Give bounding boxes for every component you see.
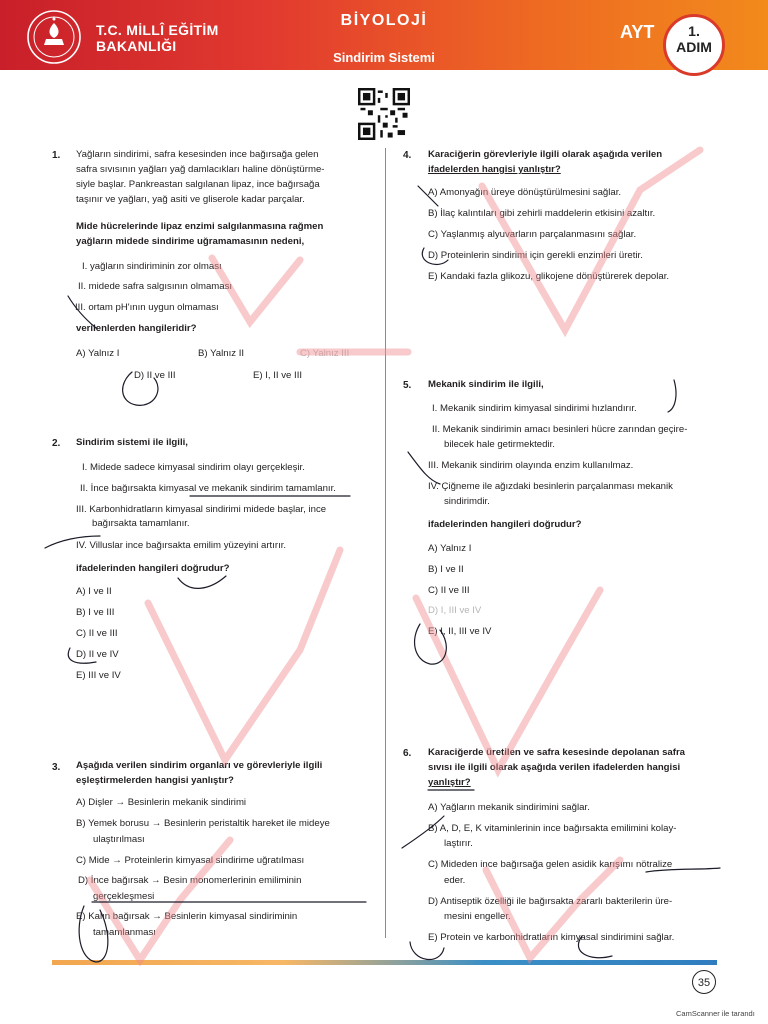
stem-line: eşleştirmelerden hangisi yanlıştır? bbox=[76, 775, 234, 786]
statement-1: I. Mekanik sindirim kimyasal sindirimi hızlandırır. bbox=[432, 403, 637, 414]
intro-line: siyle başlar. Pankreastan salgılanan lipaz, ince bağırsağa bbox=[76, 179, 320, 190]
option-d[interactable]: D) Antiseptik özelliği ile bağırsakta zararlı bakterilerin üre- bbox=[428, 896, 673, 907]
option-a[interactable]: A) Amonyağın üreye dönüştürülmesini sağlar. bbox=[428, 187, 622, 198]
topic-title: Sindirim Sistemi bbox=[333, 50, 435, 65]
stem-line: Mide hücrelerinde lipaz enzimi salgılanmasına rağmen bbox=[76, 221, 324, 232]
question-prompt: ifadelerinden hangileri doğrudur? bbox=[428, 519, 582, 530]
ministry-line1: T.C. MİLLÎ EĞİTİM bbox=[96, 22, 219, 38]
stem-line: Aşağıda verilen sindirim organları ve görevleriyle ilgili bbox=[76, 760, 323, 771]
question-stem bbox=[428, 745, 728, 790]
question-stem bbox=[76, 219, 376, 249]
statement-4: IV. Villuslar ince bağırsakta emilim yüzeyini artırır. bbox=[76, 540, 287, 551]
column-divider bbox=[385, 148, 386, 938]
question-prompt: ifadelerinden hangileri doğrudur? bbox=[76, 563, 230, 574]
option-b[interactable]: B) İlaç kalıntıları gibi zehirli maddelerin etkisini azaltır. bbox=[428, 208, 656, 219]
option-c[interactable]: C) II ve III bbox=[76, 628, 118, 639]
red-check-q4 bbox=[482, 150, 700, 330]
option-c[interactable]: C) Mide → Proteinlerin kimyasal sindirime uğratılması bbox=[76, 855, 305, 866]
option-d[interactable]: D) I, III ve IV bbox=[428, 605, 482, 616]
statement-3-cont: bağırsakta tamamlanır. bbox=[92, 518, 190, 529]
question-number: 4. bbox=[403, 150, 412, 161]
question-number: 2. bbox=[52, 438, 61, 449]
statement-2-cont: bilecek hale getirmektedir. bbox=[444, 439, 555, 450]
exam-label: AYT bbox=[620, 22, 655, 42]
qr-code[interactable] bbox=[358, 88, 410, 140]
option-a[interactable]: A) I ve II bbox=[76, 586, 112, 597]
option-b[interactable]: B) Yemek borusu → Besinlerin peristaltik hareket ile mideye bbox=[76, 818, 330, 829]
option-c[interactable]: C) Mideden ince bağırsağa gelen asidik karışımı nötralize bbox=[428, 859, 673, 870]
option-e[interactable]: E) III ve IV bbox=[76, 670, 121, 681]
question-number: 6. bbox=[403, 748, 412, 759]
pen-wave-q2 bbox=[178, 576, 226, 588]
pen-circle-q6 bbox=[410, 942, 444, 959]
option-a[interactable]: A) Yalnız I bbox=[76, 348, 120, 359]
option-e[interactable]: E) I, II ve III bbox=[253, 370, 303, 381]
question-number: 1. bbox=[52, 150, 61, 161]
statement-2: II. Mekanik sindirimin amacı besinleri hücre zarından geçire- bbox=[432, 424, 688, 435]
question-number: 5. bbox=[403, 380, 412, 391]
option-b-cont: laştırır. bbox=[444, 838, 473, 849]
pen-check-q5 bbox=[668, 380, 676, 412]
question-number: 3. bbox=[52, 762, 61, 773]
option-e[interactable]: E) I, II, III ve IV bbox=[428, 626, 492, 637]
question-stem bbox=[76, 758, 376, 788]
option-e-cont: tamamlanması bbox=[93, 927, 156, 938]
option-b[interactable]: B) Yalnız II bbox=[198, 348, 245, 359]
option-d[interactable]: D) Proteinlerin sindirimi için gerekli enzimleri üretir. bbox=[428, 250, 643, 261]
step-label: ADIM bbox=[676, 39, 712, 55]
step-badge bbox=[663, 14, 725, 76]
intro-line: taşınır ve yağları, yağ asiti ve gliserole kadar parçalar. bbox=[76, 194, 305, 205]
statement-1: I. yağların sindiriminin zor olması bbox=[82, 261, 222, 272]
option-b[interactable]: B) I ve II bbox=[428, 564, 464, 575]
intro-line: Yağların sindirimi, safra kesesinden ince bağırsağa gelen bbox=[76, 149, 319, 160]
red-check-q2 bbox=[148, 550, 340, 760]
option-a[interactable]: A) Dişler → Besinlerin mekanik sindirimi bbox=[76, 797, 247, 808]
statement-3: III. ortam pH'ının uygun olmaması bbox=[75, 302, 219, 313]
stem-line: yanlıştır? bbox=[428, 777, 471, 788]
option-d-cont: gerçekleşmesi bbox=[93, 891, 155, 902]
option-a[interactable]: A) Yalnız I bbox=[428, 543, 472, 554]
option-c[interactable]: C) Yaşlanmış alyuvarların parçalanmasını sağlar. bbox=[428, 229, 637, 240]
question-stem: Sindirim sistemi ile ilgili, bbox=[76, 437, 188, 448]
question-intro bbox=[76, 147, 366, 207]
option-d-cont: mesini engeller. bbox=[444, 911, 511, 922]
stem-line: Karaciğerde üretilen ve safra kesesinde depolanan safra bbox=[428, 747, 686, 758]
question-stem bbox=[428, 147, 728, 177]
option-c[interactable]: C) II ve III bbox=[428, 585, 470, 596]
ministry-line2: BAKANLIĞI bbox=[96, 38, 177, 54]
statement-2: II. midede safra salgısının olmaması bbox=[78, 281, 233, 292]
option-b[interactable]: B) A, D, E, K vitaminlerinin ince bağırsakta emilimini kolay- bbox=[428, 823, 677, 834]
option-b-cont: ulaştırılması bbox=[93, 834, 145, 845]
option-a[interactable]: A) Yağların mekanik sindirimini sağlar. bbox=[428, 802, 590, 813]
option-e[interactable]: E) Protein ve karbonhidratların kimyasal sindirimini sağlar. bbox=[428, 932, 675, 943]
intro-line: safra sıvısının yağları yağ damlacıkları haline dönüştürme- bbox=[76, 164, 325, 175]
footer-bar bbox=[52, 960, 717, 965]
red-check-q6 bbox=[486, 860, 620, 958]
question-prompt: verilenlerden hangileridir? bbox=[76, 323, 197, 334]
question-stem: Mekanik sindirim ile ilgili, bbox=[428, 379, 544, 390]
option-c-cont: eder. bbox=[444, 875, 466, 886]
stem-line: ifadelerden hangisi yanlıştır? bbox=[428, 164, 561, 175]
option-d[interactable]: D) İnce bağırsak → Besin monomerlerinin emiliminin bbox=[78, 875, 302, 886]
subject-title: BİYOLOJİ bbox=[340, 12, 428, 29]
option-c[interactable]: C) Yalnız III bbox=[300, 348, 350, 359]
option-e[interactable]: E) Kandaki fazla glikozu, glikojene dönüştürerek depolar. bbox=[428, 271, 670, 282]
option-b[interactable]: B) I ve III bbox=[76, 607, 115, 618]
stem-line: Karaciğerin görevleriyle ilgili olarak aşağıda verilen bbox=[428, 149, 663, 160]
option-d[interactable]: D) II ve III bbox=[134, 370, 176, 381]
statement-4: IV. Çiğneme ile ağızdaki besinlerin parçalanması mekanik bbox=[428, 481, 673, 492]
option-d[interactable]: D) II ve IV bbox=[76, 649, 119, 660]
statement-3: III. Karbonhidratların kimyasal sindirimi midede başlar, ince bbox=[76, 504, 327, 515]
page-header bbox=[0, 0, 768, 70]
statement-1: I. Midede sadece kimyasal sindirim olayı gerçekleşir. bbox=[82, 462, 305, 473]
step-number: 1. bbox=[688, 23, 700, 39]
scanner-note: CamScanner ile tarandı bbox=[676, 1009, 755, 1018]
option-e[interactable]: E) Kalın bağırsak → Besinlerin kimyasal sindiriminin bbox=[76, 911, 298, 922]
stem-line: sıvısı ile ilgili olarak aşağıda verilen ifadelerden hangisi bbox=[428, 762, 681, 773]
statement-4-cont: sindirimdir. bbox=[444, 496, 490, 507]
stem-line: yağların midede sindirime uğramamasının nedeni, bbox=[76, 236, 305, 247]
red-check-q5 bbox=[416, 590, 600, 770]
statement-2: II. İnce bağırsakta kimyasal ve mekanik sindirim tamamlanır. bbox=[80, 483, 336, 494]
statement-3: III. Mekanik sindirim olayında enzim kullanılmaz. bbox=[428, 460, 634, 471]
page-number: 35 bbox=[692, 970, 716, 994]
